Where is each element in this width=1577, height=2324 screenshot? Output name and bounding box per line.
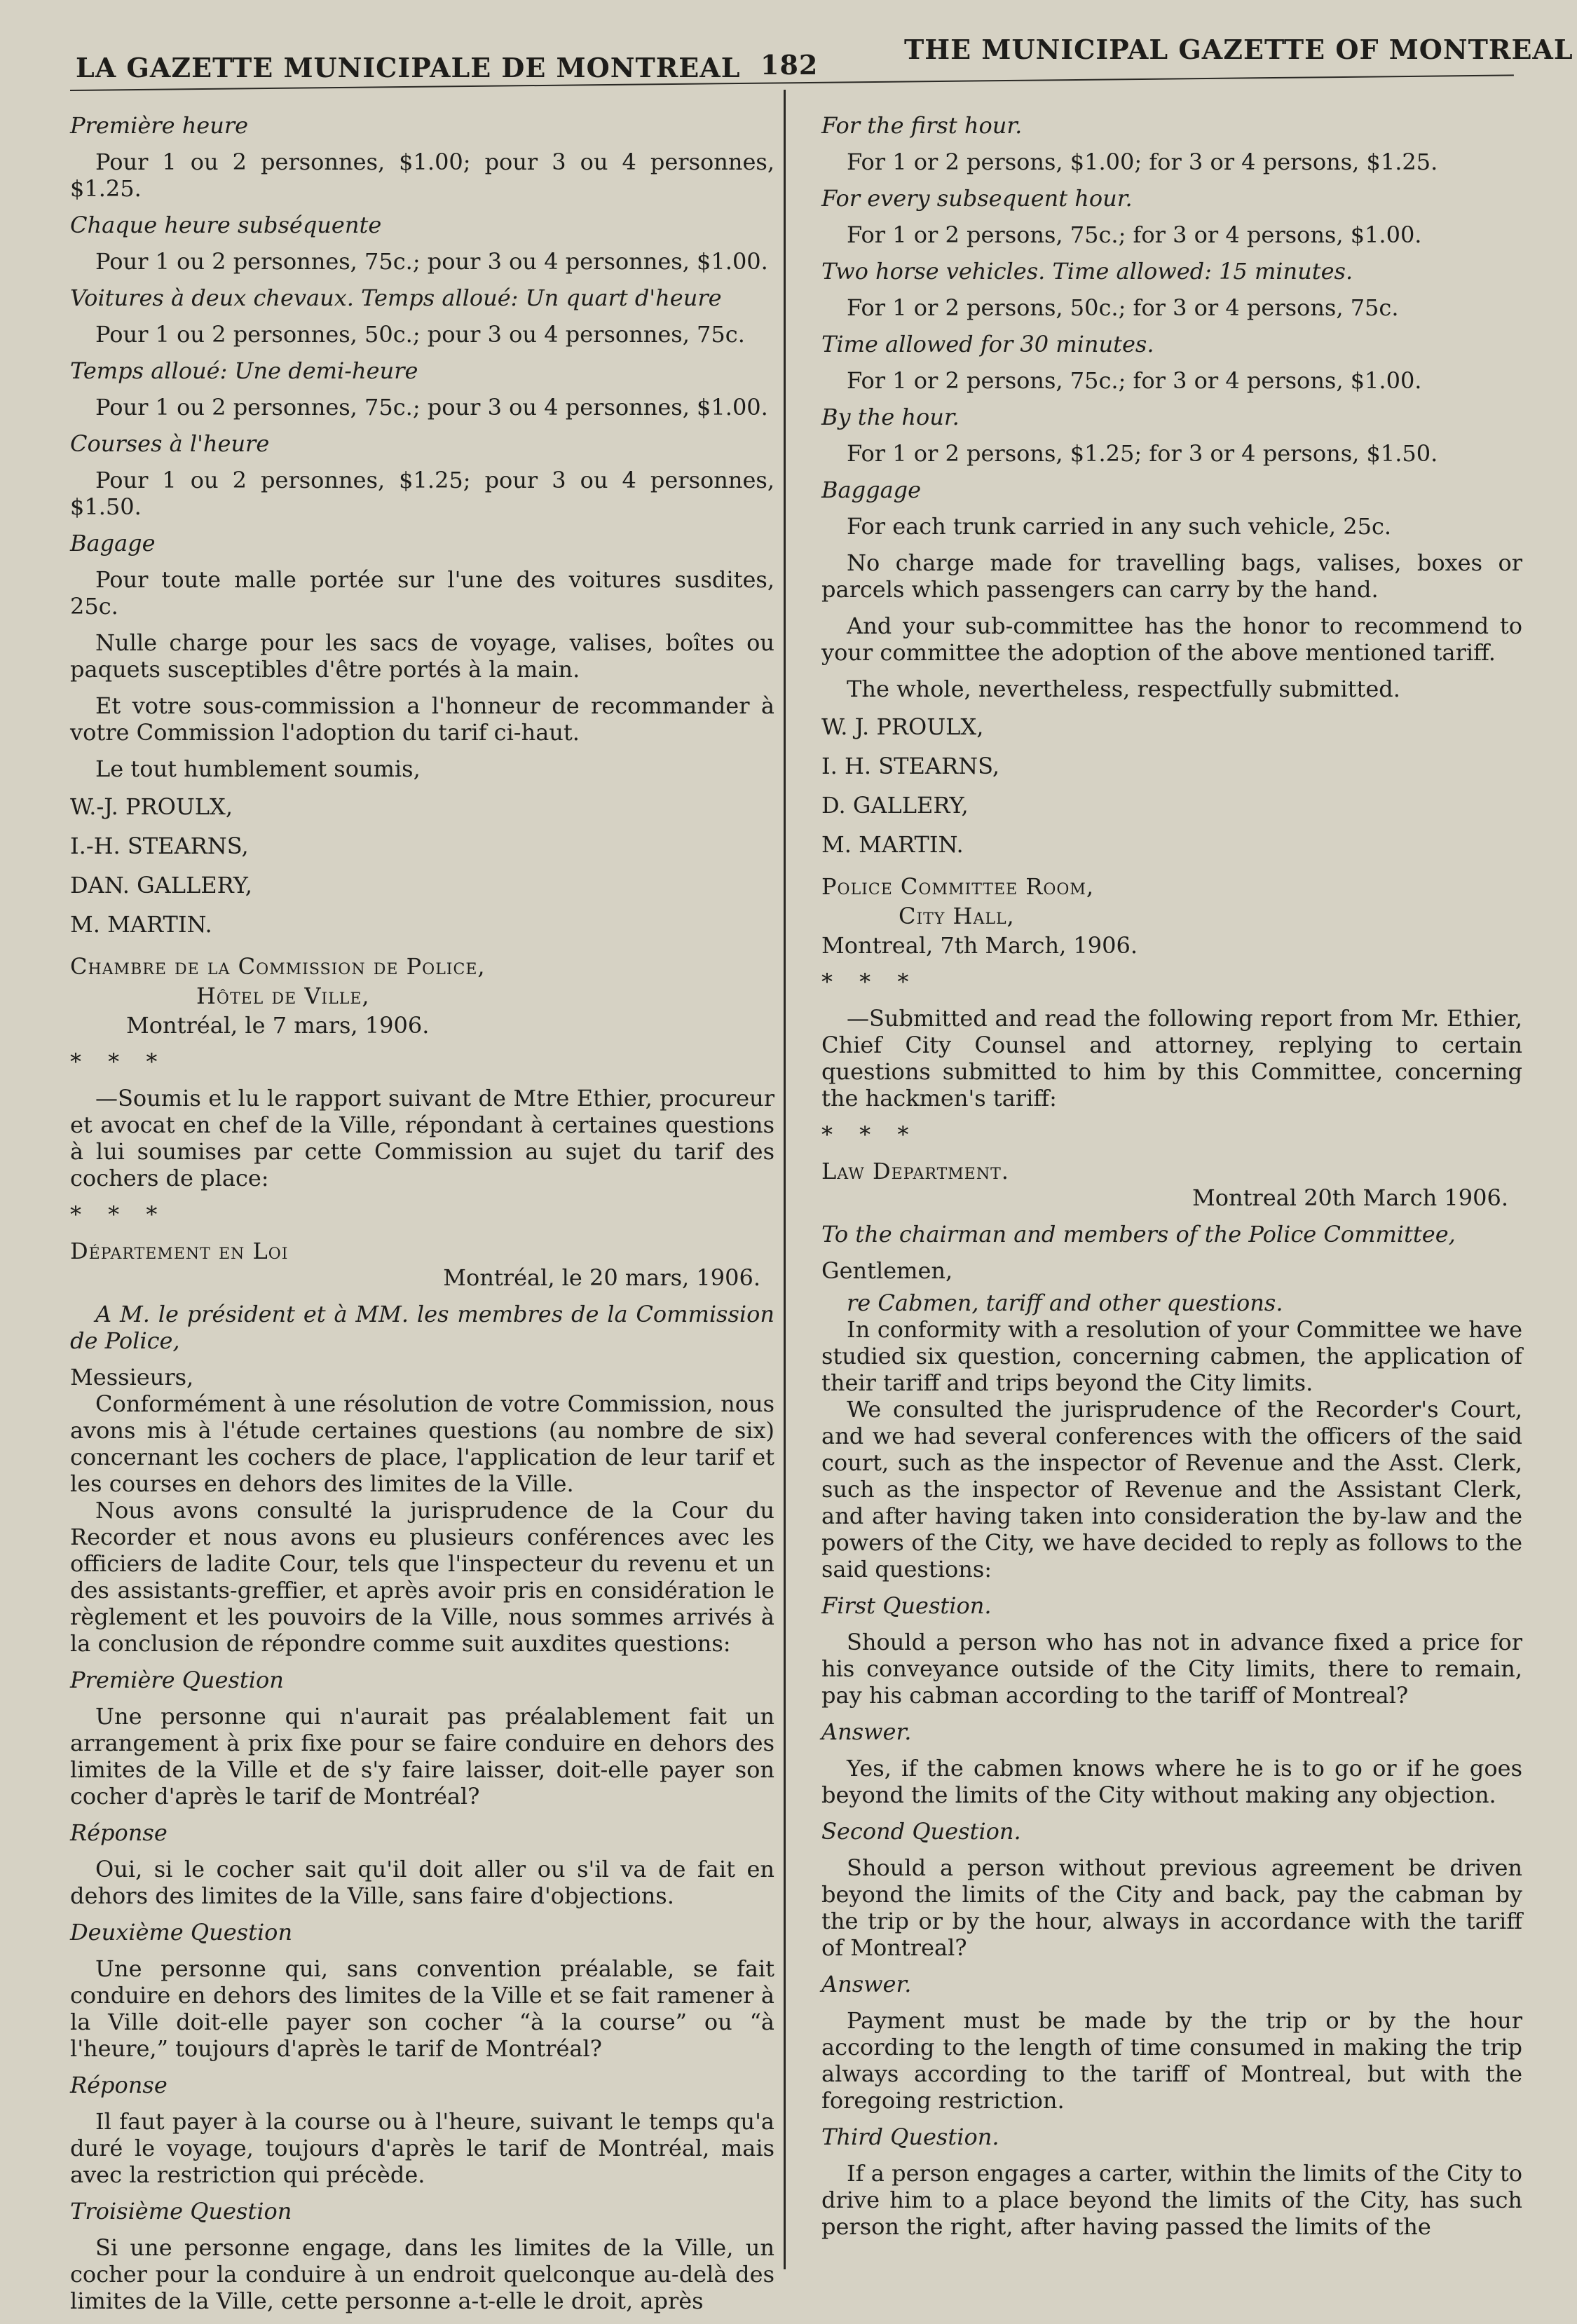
question-heading: Third Question. bbox=[821, 2124, 999, 2150]
paragraph: Pour 1 ou 2 personnes, 75c.; pour 3 ou 4 personnes, $1.00. bbox=[95, 248, 768, 275]
paragraph: Pour 1 ou 2 personnes, $1.00; pour 3 ou 4 personnes, $1.25. bbox=[70, 149, 774, 202]
paragraph: Le tout humblement soumis, bbox=[95, 756, 421, 782]
heading: By the hour. bbox=[821, 404, 960, 430]
paragraph: Pour 1 ou 2 personnes, 50c.; pour 3 ou 4 personnes, 75c. bbox=[95, 321, 745, 348]
paragraph: For each trunk carried in any such vehicle, 25c. bbox=[847, 513, 1392, 540]
column-divider bbox=[784, 90, 786, 2269]
signature-line: I. H. STEARNS, bbox=[821, 753, 1000, 779]
paragraph: Payment must be made by the trip or by the hour according to the length of time consumed in making the trip always according to the tariff of Montreal, but with the foregoing restriction. bbox=[821, 2007, 1522, 2114]
answer-heading: Réponse bbox=[70, 2072, 168, 2098]
paragraph: Pour 1 ou 2 personnes, 75c.; pour 3 ou 4 personnes, $1.00. bbox=[95, 394, 768, 421]
paragraph: For 1 or 2 persons, $1.25; for 3 or 4 persons, $1.50. bbox=[847, 440, 1438, 467]
question-heading: Second Question. bbox=[821, 1818, 1021, 1845]
answer-heading: Réponse bbox=[70, 1819, 168, 1846]
heading: Courses à l'heure bbox=[70, 430, 270, 457]
paragraph: Une personne qui, sans convention préalable, se fait conduire en dehors des limites de la Ville et se fait ramener à la Ville doit-elle payer son cocher “à la course” ou “à l'heure,” toujours d'après le tarif de Montréal? bbox=[70, 1955, 774, 2062]
paragraph: Oui, si le cocher sait qu'il doit aller ou s'il va de fait en dehors des limites de la Ville, sans faire d'objections. bbox=[70, 1856, 774, 1909]
english-column bbox=[821, 112, 1522, 2250]
paragraph: Yes, if the cabmen knows where he is to go or if he goes beyond the limits of the City without making any objection. bbox=[821, 1755, 1522, 1808]
separator-stars: * * * bbox=[821, 1121, 919, 1148]
paragraph: Nulle charge pour les sacs de voyage, valises, boîtes ou paquets susceptibles d'être portés à la main. bbox=[70, 629, 774, 683]
paragraph: Conformément à une résolution de votre Commission, nous avons mis à l'étude certaines questions (au nombre de six) concernant les cochers de place, l'application de leur tarif et les courses en dehors des limites de la Ville. bbox=[70, 1390, 774, 1497]
paragraph: For 1 or 2 persons, 75c.; for 3 or 4 persons, $1.00. bbox=[847, 367, 1422, 394]
signature-line: W.-J. PROULX, bbox=[70, 793, 233, 820]
paragraph: Si une personne engage, dans les limites de la Ville, un cocher pour la conduire à un endroit quelconque au-delà des limites de la Ville, cette personne a-t-elle le droit, après bbox=[70, 2234, 774, 2314]
signature-line: M. MARTIN. bbox=[821, 831, 964, 858]
location-line: City Hall, bbox=[899, 903, 1015, 929]
heading: For every subsequent hour. bbox=[821, 185, 1133, 212]
question-heading: Première Question bbox=[70, 1667, 284, 1693]
paragraph: Pour toute malle portée sur l'une des voitures susdites, 25c. bbox=[70, 566, 774, 620]
salutation: Gentlemen, bbox=[821, 1257, 953, 1284]
paragraph: For 1 or 2 persons, 75c.; for 3 or 4 persons, $1.00. bbox=[847, 221, 1422, 248]
heading: Voitures à deux chevaux. Temps alloué: Un quart d'heure bbox=[70, 285, 722, 311]
signature-line: W. J. PROULX, bbox=[821, 713, 984, 740]
header-english-title: THE MUNICIPAL GAZETTE OF MONTREAL bbox=[904, 34, 1573, 65]
location-line: Police Committee Room, bbox=[821, 873, 1095, 900]
paragraph: —Submitted and read the following report from Mr. Ethier, Chief City Counsel and attorney, replying to certain questions submitted to him by this Committee, concerning the hackmen's tariff: bbox=[821, 1005, 1522, 1112]
paragraph: —Soumis et lu le rapport suivant de Mtre Ethier, procureur et avocat en chef de la Ville, répondant à certaines questions à lui soumises par cette Commission au sujet du tarif des cochers de place: bbox=[70, 1085, 774, 1191]
paragraph: Et votre sous-commission a l'honneur de recommander à votre Commission l'adoption du tarif ci-haut. bbox=[70, 692, 774, 746]
signature-line: D. GALLERY, bbox=[821, 792, 969, 819]
paragraph: The whole, nevertheless, respectfully submitted. bbox=[847, 676, 1400, 702]
paragraph: Il faut payer à la course ou à l'heure, suivant le temps qu'a duré le voyage, toujours d'après le tarif de Montréal, mais avec la restriction qui précède. bbox=[70, 2108, 774, 2188]
page-number: 182 bbox=[760, 49, 819, 81]
paragraph: If a person engages a carter, within the limits of the City to drive him to a place beyond the limits of the City, has such person the right, after having passed the limits of the bbox=[821, 2160, 1522, 2240]
paragraph: We consulted the jurisprudence of the Recorder's Court, and we had several conferences with the officers of the said court, such as the inspector of Revenue and the Asst. Clerk, such as the inspector of Revenue and the Assistant Clerk, and after having taken into consideration the by-law and the powers of the City, we have decided to reply as follows to the said questions: bbox=[821, 1396, 1522, 1583]
heading: Temps alloué: Une demi-heure bbox=[70, 357, 418, 384]
date-line: Montréal, le 20 mars, 1906. bbox=[443, 1264, 760, 1291]
separator-stars: * * * bbox=[821, 969, 919, 995]
heading-baggage: Baggage bbox=[821, 477, 922, 503]
paragraph: Should a person without previous agreement be driven beyond the limits of the City and back, pay the cabman by the trip or by the hour, always in accordance with the tariff of Montreal? bbox=[821, 1854, 1522, 1961]
department-line: Law Department. bbox=[821, 1158, 1009, 1184]
paragraph: In conformity with a resolution of your Committee we have studied six question, concerning cabmen, the application of their tariff and trips beyond the City limits. bbox=[821, 1316, 1522, 1396]
heading: Chaque heure subséquente bbox=[70, 212, 382, 238]
signature-line: I.-H. STEARNS, bbox=[70, 833, 249, 859]
separator-stars: * * * bbox=[70, 1048, 168, 1075]
date-line: Montréal, le 7 mars, 1906. bbox=[126, 1012, 430, 1039]
paragraph: And your sub-committee has the honor to recommend to your committee the adoption of the above mentioned tariff. bbox=[821, 613, 1522, 666]
address-line: To the chairman and members of the Police Committee, bbox=[821, 1221, 1456, 1248]
question-heading: First Question. bbox=[821, 1592, 992, 1619]
subject-line: re Cabmen, tariff and other questions. bbox=[847, 1290, 1283, 1316]
answer-heading: Answer. bbox=[821, 1971, 912, 1997]
location-line: Chambre de la Commission de Police, bbox=[70, 953, 486, 980]
signature-line: M. MARTIN. bbox=[70, 911, 212, 938]
heading-bagage: Bagage bbox=[70, 530, 156, 556]
question-heading: Deuxième Question bbox=[70, 1919, 293, 1946]
paragraph: Should a person who has not in advance fixed a price for his conveyance outside of the City limits, there to remain, pay his cabman according to the tariff of Montreal? bbox=[821, 1629, 1522, 1709]
paragraph: Une personne qui n'aurait pas préalablement fait un arrangement à prix fixe pour se faire conduire en dehors des limites de la Ville et de s'y faire laisser, doit-elle payer son cocher d'après le tarif de Montréal? bbox=[70, 1703, 774, 1810]
paragraph: For 1 or 2 persons, 50c.; for 3 or 4 persons, 75c. bbox=[847, 294, 1399, 321]
header-french-title: LA GAZETTE MUNICIPALE DE MONTREAL bbox=[76, 52, 741, 83]
heading-first-hour: For the first hour. bbox=[821, 112, 1023, 139]
question-heading: Troisième Question bbox=[70, 2198, 292, 2224]
signature-line: DAN. GALLERY, bbox=[70, 872, 252, 898]
date-line: Montreal 20th March 1906. bbox=[1192, 1184, 1508, 1211]
answer-heading: Answer. bbox=[821, 1718, 912, 1745]
location-line: Hôtel de Ville, bbox=[196, 983, 370, 1009]
heading: Time allowed for 30 minutes. bbox=[821, 331, 1154, 357]
french-column bbox=[70, 112, 774, 2324]
heading-premiere-heure: Première heure bbox=[70, 112, 249, 139]
page-header bbox=[70, 34, 1573, 90]
heading: Two horse vehicles. Time allowed: 15 minutes. bbox=[821, 258, 1353, 285]
address-line: A M. le président et à MM. les membres de la Commission de Police, bbox=[70, 1301, 774, 1354]
salutation: Messieurs, bbox=[70, 1364, 194, 1390]
department-line: Département en Loi bbox=[70, 1238, 289, 1264]
paragraph: Nous avons consulté la jurisprudence de la Cour du Recorder et nous avons eu plusieurs conférences avec les officiers de ladite Cour, tels que l'inspecteur du revenu et un des assistants-greffier, et après avoir pris en considération le règlement et les pouvoirs de la Ville, nous sommes arrivés à la conclusion de répondre comme suit auxdites questions: bbox=[70, 1497, 774, 1657]
paragraph: No charge made for travelling bags, valises, boxes or parcels which passengers can carry by the hand. bbox=[821, 549, 1522, 603]
paragraph: Pour 1 ou 2 personnes, $1.25; pour 3 ou 4 personnes, $1.50. bbox=[70, 467, 774, 520]
paragraph: For 1 or 2 persons, $1.00; for 3 or 4 persons, $1.25. bbox=[847, 149, 1438, 175]
separator-stars: * * * bbox=[70, 1201, 168, 1228]
date-line: Montreal, 7th March, 1906. bbox=[821, 932, 1138, 959]
